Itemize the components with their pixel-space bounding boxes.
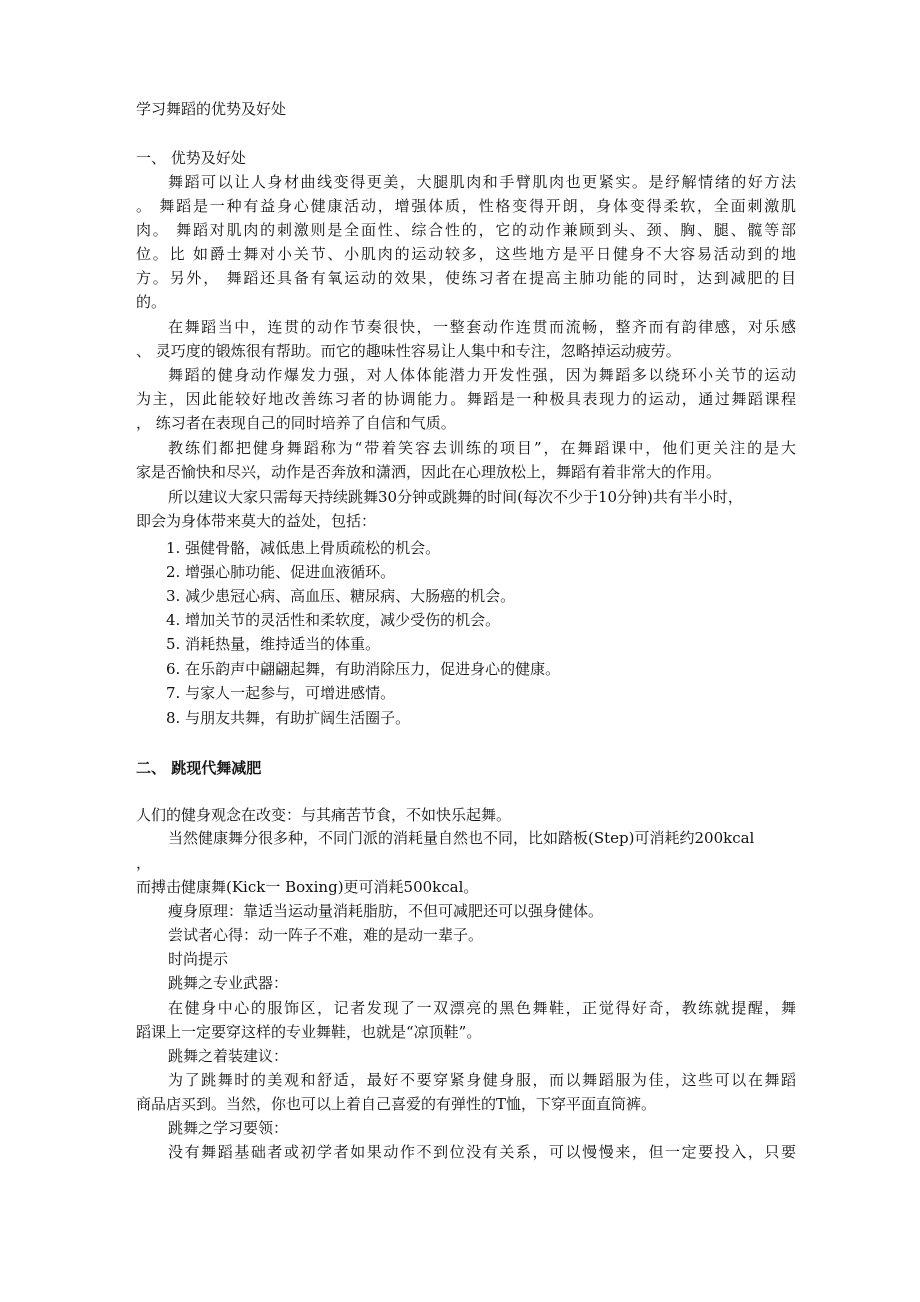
section1-p5-line: 所以建议大家只需每天持续跳舞30分钟或跳舞的时间(每次不少于10分钟)共有半小时， [168, 488, 743, 506]
section2-step-line: 而搏击健康舞(Kick一 Boxing)更可消耗500kcal。 [136, 878, 479, 896]
section1-heading: 一、 优势及好处 [136, 149, 246, 167]
document-title: 学习舞蹈的优势及好处 [136, 100, 287, 118]
benefit-list-item: 7. 与家人一起参与，可增进感情。 [166, 684, 396, 702]
section2-intro: 人们的健身观念在改变：与其痛苦节食，不如快乐起舞。 [136, 806, 512, 824]
section2-weapon-text: 蹈课上一定要穿这样的专业舞鞋，也就是“凉顶鞋”。 [136, 1023, 482, 1041]
section2-tip-title: 时尚提示 [168, 950, 229, 968]
section1-p1-line: 的。 [136, 293, 167, 311]
section2-step-line: 当然健康舞分很多种，不同门派的消耗量自然也不同，比如踏板(Step)可消耗约200kcal [168, 829, 755, 847]
benefit-list-item: 8. 与朋友共舞，有助扩阔生活圈子。 [166, 709, 411, 727]
section2-step-line: ， [136, 854, 152, 872]
benefit-list-item: 6. 在乐韵声中翩翩起舞，有助消除压力，促进身心的健康。 [166, 660, 561, 678]
section2-experience: 尝试者心得：动一阵子不难，难的是动一辈子。 [168, 926, 484, 944]
section2-heading: 二、 跳现代舞减肥 [136, 759, 262, 777]
section2-outfit-title: 跳舞之着装建议： [168, 1047, 289, 1065]
section2-outfit-text: 为了跳舞时的美观和舒适，最好不要穿紧身健身服，而以舞蹈服为佳，这些可以在舞蹈 [168, 1071, 796, 1089]
benefit-list-item: 2. 增强心肺功能、促进血液循环。 [166, 563, 396, 581]
section2-outfit-text: 商品店买到。当然，你也可以上着自己喜爱的有弹性的T恤，下穿平面直筒裤。 [136, 1095, 657, 1113]
benefit-list-item: 4. 增加关节的灵活性和柔软度，减少受伤的机会。 [166, 611, 501, 629]
benefit-list-item: 5. 消耗热量，维持适当的体重。 [166, 635, 381, 653]
section1-p3-line: 为主，因此能较好地改善练习者的协调能力。舞蹈是一种极具表现力的运动，通过舞蹈课程 [136, 390, 796, 408]
section2-weapon-title: 跳舞之专业武器： [168, 974, 289, 992]
section1-p3-line: 舞蹈的健身动作爆发力强，对人体体能潜力开发性强，因为舞蹈多以绕环小关节的运动 [168, 366, 796, 384]
section1-p4-line: 家是否愉快和尽兴，动作是否奔放和潇洒，因此在心理放松上，舞蹈有着非常大的作用。 [136, 463, 722, 481]
section1-p1-line: 方。另外， 舞蹈还具备有氧运动的效果，使练习者在提高主肺功能的同时，达到减肥的目 [136, 269, 796, 287]
section1-p3-line: ， 练习者在表现自己的同时培养了自信和气质。 [136, 414, 456, 432]
section2-learn-title: 跳舞之学习要领： [168, 1119, 289, 1137]
section2-learn-text: 没有舞蹈基础者或初学者如果动作不到位没有关系，可以慢慢来，但一定要投入，只要 [168, 1143, 796, 1161]
section1-p1-line: 位。比 如爵士舞对小关节、小肌肉的运动较多，这些地方是平日健身不大容易活动到的地 [136, 245, 796, 263]
section1-p2-line: 、 灵巧度的锻炼很有帮助。而它的趣味性容易让人集中和专注，忽略掉运动疲劳。 [136, 342, 681, 360]
section1-p1-line: 舞蹈可以让人身材曲线变得更美，大腿肌肉和手臂肌肉也更紧实。是纾解情绪的好方法 [168, 173, 796, 191]
benefit-list-item: 3. 减少患冠心病、高血压、糖尿病、大肠癌的机会。 [166, 587, 516, 605]
section1-p4-line: 教练们都把健身舞蹈称为“带着笑容去训练的项目”，在舞蹈课中，他们更关注的是大 [168, 439, 796, 457]
section1-p1-line: 肉。 舞蹈对肌肉的刺激则是全面性、综合性的，它的动作兼顾到头、颈、胸、腿、髋等部 [136, 221, 796, 239]
benefit-list-item: 1. 强健骨骼，减低患上骨质疏松的机会。 [166, 539, 441, 557]
section1-p2-line: 在舞蹈当中，连贯的动作节奏很快，一整套动作连贯而流畅，整齐而有韵律感，对乐感 [168, 318, 796, 336]
section1-p5-line: 即会为身体带来莫大的益处，包括： [136, 512, 377, 530]
section2-weapon-text: 在健身中心的服饰区，记者发现了一双漂亮的黑色舞鞋，正觉得好奇，教练就提醒，舞 [168, 999, 796, 1017]
section2-principle: 瘦身原理：靠适当运动量消耗脂肪，不但可减肥还可以强身健体。 [168, 902, 604, 920]
section1-p1-line: 。 舞蹈是一种有益身心健康活动，增强体质，性格变得开朗，身体变得柔软，全面刺激肌 [136, 197, 796, 215]
